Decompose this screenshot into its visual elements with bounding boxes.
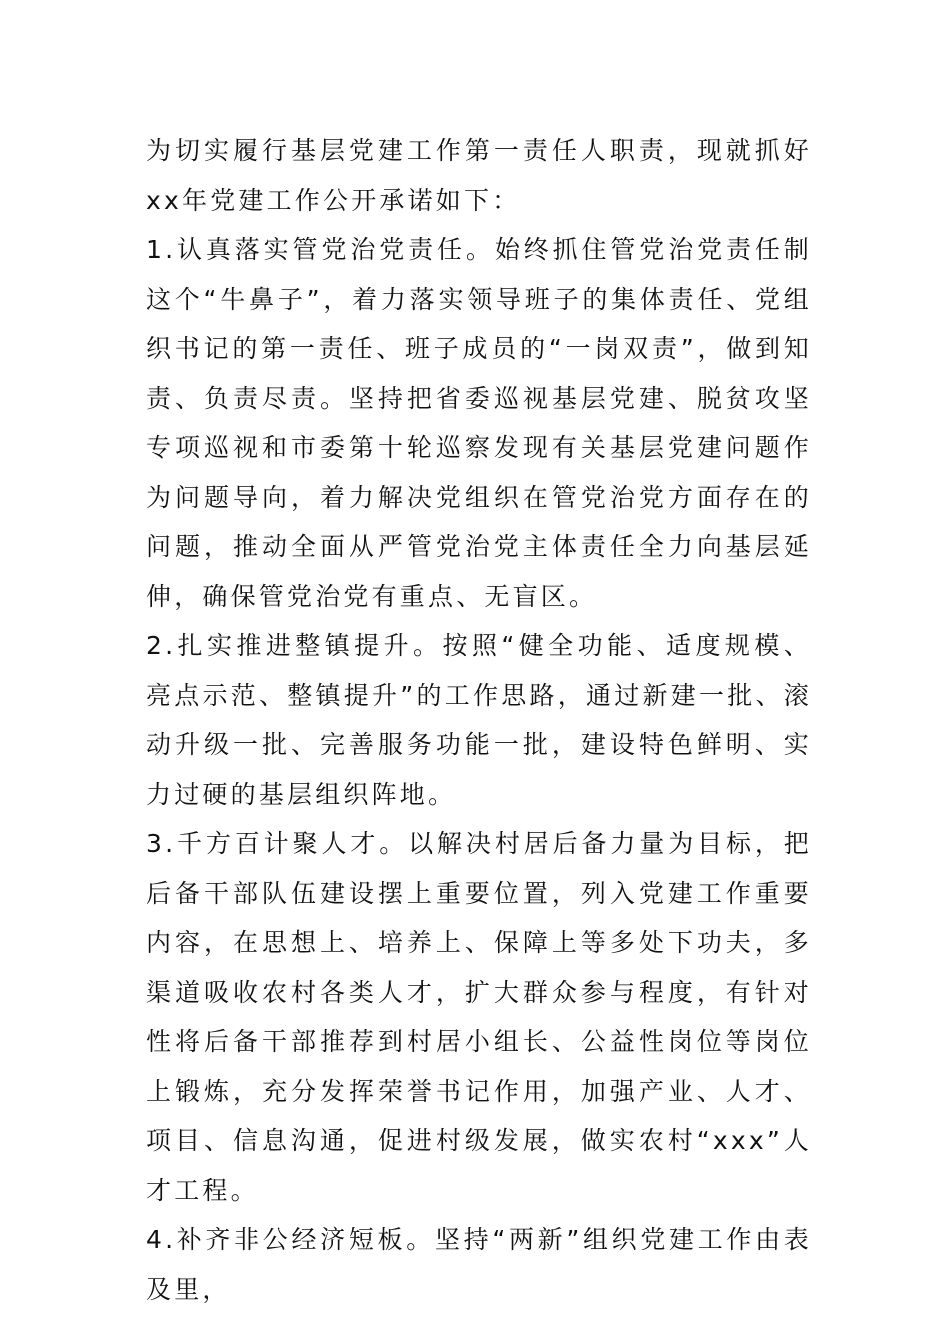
commitment-item-4: 4.补齐非公经济短板。坚持“两新”组织党建工作由表及里， [146,1225,812,1304]
commitment-item-2: 2.扎实推进整镇提升。按照“健全功能、适度规模、亮点示范、整镇提升”的工作思路，通过新建一批、滚动升级一批、完善服务功能一批，建设特色鲜明、实力过硬的基层组织阵地。 [146,631,812,809]
commitment-item-1: 1.认真落实管党治党责任。始终抓住管党治党责任制这个“牛鼻子”，着力落实领导班子的集体责任、党组织书记的第一责任、班子成员的“一岗双责”，做到知责、负责尽责。坚持把省委巡视基层党建、脱贫攻坚专项巡视和市委第十轮巡察发现有关基层党建问题作为问题导向，着力解决党组织在管党治党方面存在的问题，推动全面从严管党治党主体责任全力向基层延伸，确保管党治党有重点、无盲区。 [146,235,812,611]
intro-paragraph: 为切实履行基层党建工作第一责任人职责，现就抓好xx年党建工作公开承诺如下： [146,136,812,215]
document-body [146,126,812,1314]
commitment-item-3: 3.千方百计聚人才。以解决村居后备力量为目标，把后备干部队伍建设摆上重要位置，列入党建工作重要内容，在思想上、培养上、保障上等多处下功夫，多渠道吸收农村各类人才，扩大群众参与程度，有针对性将后备干部推荐到村居小组长、公益性岗位等岗位上锻炼，充分发挥荣誉书记作用，加强产业、人才、项目、信息沟通，促进村级发展，做实农村“xxx”人才工程。 [146,829,812,1205]
